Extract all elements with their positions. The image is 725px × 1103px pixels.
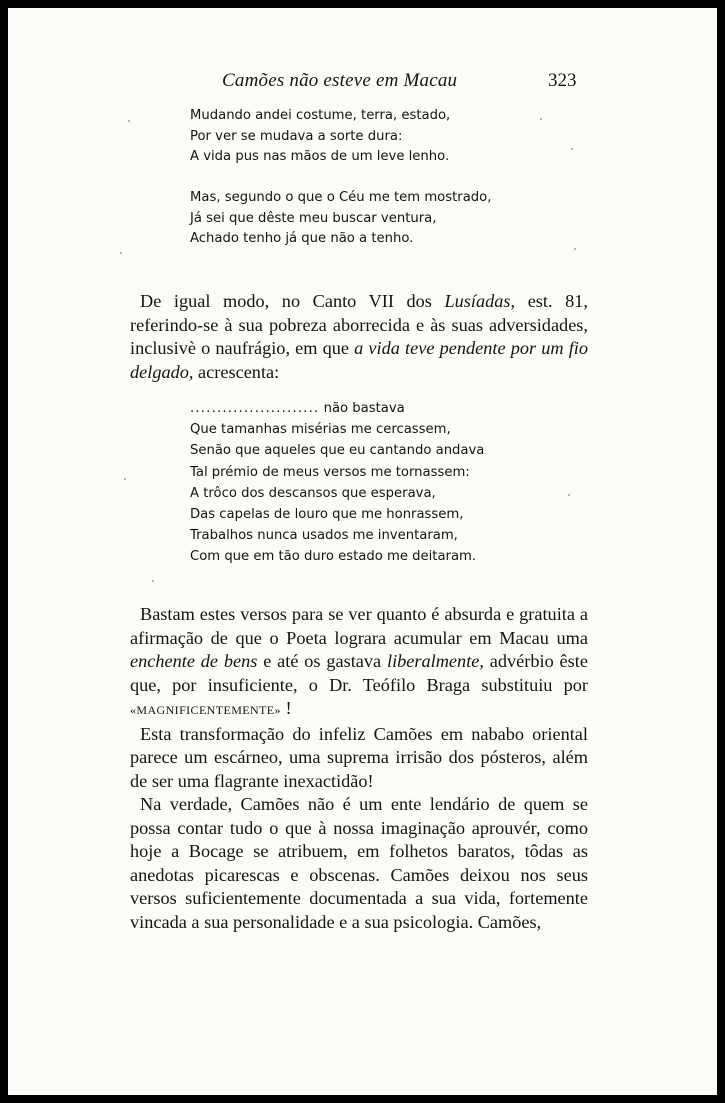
- text-run: , est. 81, referindo-se à sua pobreza aborrecida e às suas adversidades, inclusivè o naufrágio, em que: [130, 291, 588, 358]
- quoted-phrase: liberalmente,: [386, 651, 484, 671]
- text-run: e até os gastava: [257, 651, 387, 671]
- paper-speck: [568, 494, 570, 496]
- paragraph-canto-vii: [130, 290, 588, 384]
- paper-speck: [540, 118, 542, 120]
- text-run: De igual modo, no Canto VII dos: [140, 291, 445, 311]
- smallcaps-word: «MAGNIFICENTEMENTE»: [130, 703, 281, 717]
- quoted-phrase: enchente de bens: [130, 651, 258, 671]
- verse-line: Com que em tão duro estado me deitaram.: [190, 549, 477, 565]
- verse-line: Mudando andei costume, terra, estado,: [190, 108, 451, 123]
- verse-stanza-2: [190, 188, 491, 250]
- verse-line: Mas, segundo o que o Céu me tem mostrado,: [190, 190, 492, 205]
- running-title: Camões não esteve em Macau: [222, 70, 458, 91]
- paper-speck: [152, 580, 154, 582]
- verse-line: Trabalhos nunca usados me inventaram,: [190, 528, 458, 544]
- verse-line: Por ver se mudava a sorte dura:: [190, 128, 403, 144]
- paper-speck: [120, 252, 122, 254]
- text-run: advérbio êste que, por insuficiente, o Dr. Teófilo Braga substituiu por: [130, 651, 588, 695]
- text-run: !: [280, 698, 292, 718]
- paragraph: Esta transformação do infeliz Camões em nababo oriental parece um escárneo, uma suprema irrisão dos pósteros, além de ser uma flagrante inexactidão!: [130, 723, 588, 791]
- paper-speck: [574, 248, 576, 250]
- text-run: Bastam estes versos para se ver quanto é absurda e gratuita a afirmação de que o Poeta lograra acumular em Macau uma: [130, 604, 588, 648]
- ellipsis-dots: ........................: [190, 401, 320, 416]
- verse-stanza-3: [190, 398, 484, 568]
- verse-line: Tal prémio de meus versos me tornassem:: [190, 464, 470, 480]
- paper-speck: [571, 148, 573, 150]
- paragraph: [130, 603, 588, 723]
- paragraph: Na verdade, Camões não é um ente lendário de quem se possa contar tudo o que à nossa imaginação aprouvér, como hoje a Bocage se atribuem, em folhetos baratos, tôdas as anedotas picarescas e obscenas. Camões deixou nos seus versos suficientemente documentada a sua vida, fortemente vincada a sua personalidade e a sua psicologia. Camões,: [130, 794, 588, 932]
- verse-line-first: [190, 398, 484, 419]
- text-run: acrescenta:: [193, 361, 280, 382]
- verse-stanza-1: [190, 106, 450, 168]
- verse-line: Achado tenho já que não a tenho.: [190, 231, 414, 246]
- page-header: [8, 70, 717, 94]
- verse-line: Das capelas de louro que me honrassem,: [190, 506, 464, 522]
- paragraph: [130, 290, 588, 384]
- work-title: Lusíadas: [444, 291, 511, 311]
- paper-speck: [128, 120, 130, 122]
- page-number: 323: [548, 70, 577, 91]
- paper-speck: [124, 478, 126, 480]
- quoted-phrase: a vida teve pendente por um fio delgado,: [130, 338, 589, 382]
- book-page: [8, 8, 717, 1095]
- verse-line: A vida pus nas mãos de um leve lenho.: [190, 149, 450, 164]
- verse-line: Já sei que dêste meu buscar ventura,: [190, 210, 437, 226]
- verse-line: A trôco dos descansos que esperava,: [190, 485, 436, 501]
- verse-line: Que tamanhas misérias me cercassem,: [190, 422, 451, 438]
- verse-line-tail: não bastava: [319, 401, 405, 416]
- body-text: [130, 603, 588, 934]
- verse-line: Senão que aqueles que eu cantando andava: [190, 443, 485, 459]
